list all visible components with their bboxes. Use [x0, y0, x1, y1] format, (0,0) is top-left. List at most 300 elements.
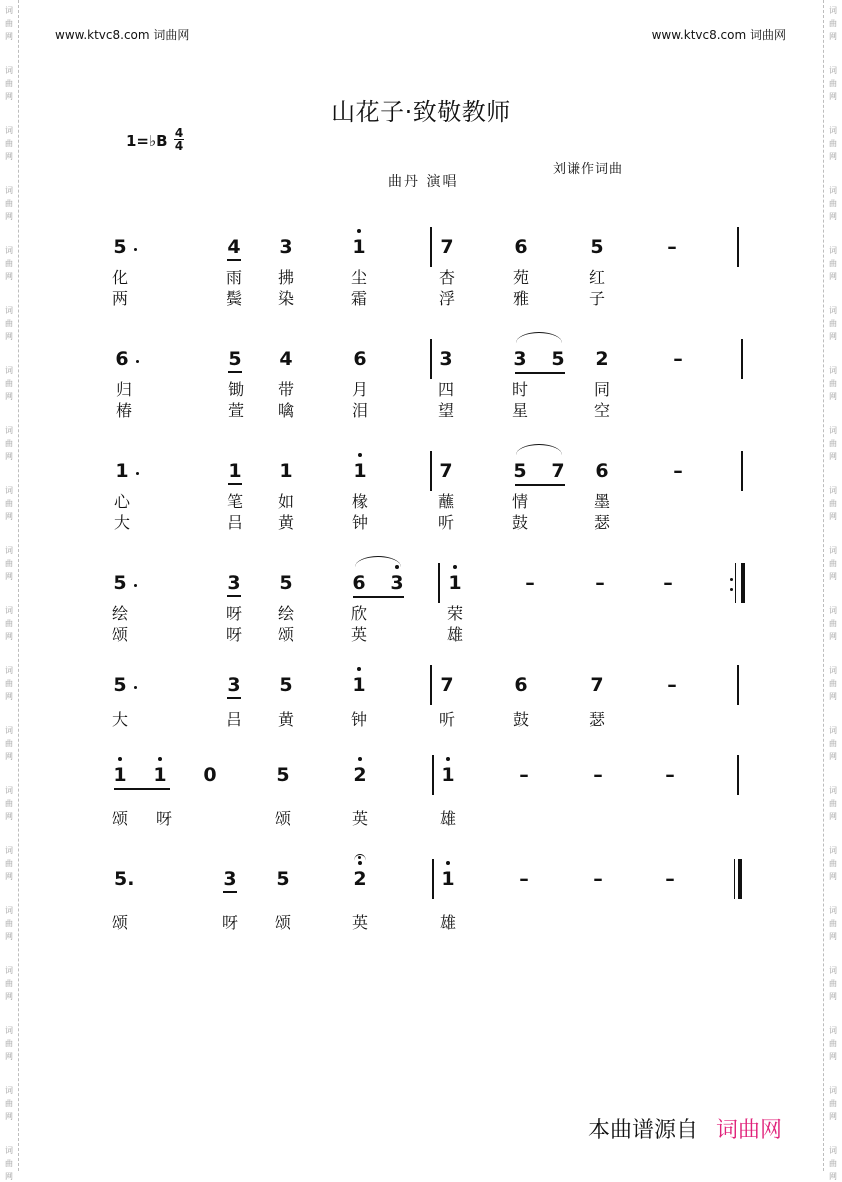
watermark-glyph: 曲 [829, 499, 837, 508]
note: 3 [439, 348, 453, 370]
note: 4 [279, 348, 293, 370]
watermark-glyph: 词 [829, 966, 837, 975]
lyric-syllable: 绘 [277, 604, 294, 623]
note: 1 [153, 764, 167, 786]
watermark-glyph: 曲 [829, 199, 837, 208]
watermark-glyph: 曲 [829, 559, 837, 568]
watermark-glyph: 词 [829, 126, 837, 135]
note: 0 [203, 764, 217, 786]
score-row [0, 864, 842, 964]
high-octave-dot [357, 229, 361, 233]
note: 7 [590, 674, 604, 696]
lyric-syllable: 黄 [277, 710, 294, 729]
watermark-glyph: 网 [5, 512, 13, 521]
watermark-glyph: 网 [5, 212, 13, 221]
lyric-syllable: 颂 [111, 913, 128, 932]
lyric-syllable: 同 [593, 380, 610, 399]
watermark-glyph: 词 [5, 666, 13, 675]
lyric-syllable: 呀 [225, 604, 242, 623]
watermark-glyph: 词 [829, 306, 837, 315]
watermark-glyph: 网 [5, 152, 13, 161]
augmentation-dot [136, 360, 139, 363]
note: 3 [227, 674, 241, 696]
watermark-glyph: 词 [829, 666, 837, 675]
watermark-glyph: 词 [829, 546, 837, 555]
watermark-glyph: 网 [5, 872, 13, 881]
note: 5 [113, 572, 127, 594]
lyric-syllable: 颂 [111, 809, 128, 828]
note: 1 [353, 460, 367, 482]
note: 6 [514, 236, 528, 258]
watermark-glyph: 曲 [5, 319, 13, 328]
high-octave-dot [158, 757, 162, 761]
watermark-glyph: 网 [829, 152, 837, 161]
note: 3 [513, 348, 527, 370]
barline [737, 755, 739, 795]
watermark-glyph: 词 [829, 606, 837, 615]
dash-extension: – [673, 348, 683, 370]
lyric-syllable: 颂 [111, 625, 128, 644]
watermark-glyph: 词 [5, 426, 13, 435]
lyric-syllable: 星 [511, 401, 528, 420]
watermark-glyph: 网 [829, 932, 837, 941]
lyric-syllable: 笔 [226, 492, 243, 511]
lyric-syllable: 颂 [277, 625, 294, 644]
dash-extension: – [665, 764, 675, 786]
dash-extension: – [593, 764, 603, 786]
score-row [0, 456, 842, 556]
note: 6 [115, 348, 129, 370]
high-octave-dot [446, 757, 450, 761]
watermark-glyph: 词 [829, 366, 837, 375]
lyric-syllable: 浮 [438, 289, 455, 308]
barline [438, 563, 440, 603]
note: 1 [441, 868, 455, 890]
note: 5 [276, 764, 290, 786]
lyric-syllable: 鬓 [225, 289, 242, 308]
watermark-glyph: 词 [5, 126, 13, 135]
augmentation-dot [134, 686, 137, 689]
watermark-glyph: 网 [5, 1052, 13, 1061]
watermark-glyph: 网 [829, 692, 837, 701]
watermark-glyph: 词 [5, 606, 13, 615]
note: 2 [353, 868, 367, 890]
watermark-glyph: 词 [829, 66, 837, 75]
watermark-glyph: 曲 [829, 259, 837, 268]
augmentation-dot [136, 472, 139, 475]
watermark-glyph: 词 [5, 546, 13, 555]
watermark-glyph: 词 [829, 906, 837, 915]
watermark-glyph: 词 [829, 846, 837, 855]
lyric-syllable: 吕 [226, 513, 243, 532]
score-row [0, 760, 842, 860]
lyric-syllable: 鼓 [511, 513, 528, 532]
lyric-syllable: 四 [437, 380, 454, 399]
dash-extension: – [665, 868, 675, 890]
note: 6 [352, 572, 366, 594]
watermark-glyph: 网 [5, 812, 13, 821]
note: 3 [227, 572, 241, 594]
watermark-glyph: 网 [5, 452, 13, 461]
watermark-glyph: 词 [5, 846, 13, 855]
watermark-glyph: 网 [5, 1172, 13, 1181]
watermark-glyph: 词 [829, 1086, 837, 1095]
watermark-glyph: 词 [829, 1146, 837, 1155]
lyric-syllable: 呀 [155, 809, 172, 828]
barline [430, 665, 432, 705]
watermark-glyph: 曲 [829, 979, 837, 988]
watermark-glyph: 曲 [5, 679, 13, 688]
barline [432, 755, 434, 795]
watermark-glyph: 网 [5, 632, 13, 641]
note: 1 [352, 236, 366, 258]
note: 1 [352, 674, 366, 696]
watermark-glyph: 曲 [5, 979, 13, 988]
watermark-glyph: 网 [5, 392, 13, 401]
score-row [0, 232, 842, 332]
barline [735, 563, 736, 603]
score-row [0, 568, 842, 668]
eighth-underline [228, 371, 242, 373]
watermark-glyph: 网 [829, 1172, 837, 1181]
lyric-syllable: 锄 [227, 380, 244, 399]
watermark-glyph: 曲 [829, 1099, 837, 1108]
time-signature [174, 127, 184, 152]
repeat-dot [730, 588, 733, 591]
lyric-syllable: 两 [111, 289, 128, 308]
watermark-glyph: 词 [829, 486, 837, 495]
watermark-glyph: 网 [829, 452, 837, 461]
lyric-syllable: 染 [277, 289, 294, 308]
note: 5 [551, 348, 565, 370]
site-link-right[interactable]: www.ktvc8.com 词曲网 [651, 28, 786, 42]
note: 5 [279, 572, 293, 594]
watermark-glyph: 曲 [5, 139, 13, 148]
watermark-glyph: 曲 [829, 679, 837, 688]
barline [738, 859, 742, 899]
watermark-glyph: 词 [5, 366, 13, 375]
watermark-glyph: 曲 [5, 259, 13, 268]
high-octave-dot [446, 861, 450, 865]
note: 7 [551, 460, 565, 482]
note: 2 [595, 348, 609, 370]
watermark-glyph: 词 [5, 1146, 13, 1155]
dash-extension: – [673, 460, 683, 482]
site-link-left[interactable]: www.ktvc8.com 词曲网 [55, 28, 190, 42]
barline [430, 339, 432, 379]
lyric-syllable: 情 [511, 492, 528, 511]
watermark-glyph: 曲 [5, 1039, 13, 1048]
lyric-syllable: 化 [111, 268, 128, 287]
watermark-glyph: 词 [5, 246, 13, 255]
eighth-underline [228, 483, 242, 485]
note: 1 [448, 572, 462, 594]
lyric-syllable: 泪 [351, 401, 368, 420]
lyric-syllable: 雨 [225, 268, 242, 287]
beam-underline [114, 788, 170, 790]
lyric-syllable: 墨 [593, 492, 610, 511]
watermark-glyph: 曲 [829, 379, 837, 388]
note: 5. [114, 868, 135, 890]
lyric-syllable: 听 [438, 710, 455, 729]
watermark-glyph: 曲 [5, 379, 13, 388]
lyric-syllable: 子 [588, 289, 605, 308]
augmentation-dot [134, 584, 137, 587]
watermark-glyph: 曲 [829, 1159, 837, 1168]
lyric-syllable: 绘 [111, 604, 128, 623]
watermark-glyph: 曲 [829, 619, 837, 628]
barline [737, 227, 739, 267]
dash-extension: – [667, 236, 677, 258]
barline [430, 451, 432, 491]
beam-underline [515, 372, 565, 374]
watermark-glyph: 词 [829, 186, 837, 195]
watermark-glyph: 曲 [5, 439, 13, 448]
watermark-glyph: 词 [829, 426, 837, 435]
watermark-glyph: 曲 [5, 499, 13, 508]
lyric-syllable: 瑟 [588, 710, 605, 729]
lyric-syllable: 瑟 [593, 513, 610, 532]
lyric-syllable: 颂 [274, 913, 291, 932]
watermark-glyph: 曲 [829, 19, 837, 28]
watermark-glyph: 词 [829, 246, 837, 255]
lyric-syllable: 钟 [350, 710, 367, 729]
watermark-glyph: 网 [5, 692, 13, 701]
note: 3 [223, 868, 237, 890]
watermark-glyph: 词 [5, 1086, 13, 1095]
barline [741, 339, 743, 379]
lyric-syllable: 黄 [277, 513, 294, 532]
note: 6 [353, 348, 367, 370]
watermark-glyph: 曲 [5, 1159, 13, 1168]
barline [734, 859, 735, 899]
watermark-glyph: 曲 [829, 439, 837, 448]
eighth-underline [227, 697, 241, 699]
note: 7 [440, 674, 454, 696]
note: 7 [440, 236, 454, 258]
watermark-glyph: 词 [5, 486, 13, 495]
barline [432, 859, 434, 899]
lyric-syllable: 椽 [351, 492, 368, 511]
note: 6 [514, 674, 528, 696]
high-octave-dot [358, 453, 362, 457]
lyric-syllable: 尘 [350, 268, 367, 287]
lyric-syllable: 萱 [227, 401, 244, 420]
watermark-glyph: 曲 [5, 739, 13, 748]
lyric-syllable: 鼓 [512, 710, 529, 729]
note: 1 [113, 764, 127, 786]
lyric-syllable: 雄 [439, 809, 456, 828]
watermark-glyph: 曲 [829, 739, 837, 748]
lyric-syllable: 望 [437, 401, 454, 420]
lyric-syllable: 英 [351, 809, 368, 828]
watermark-glyph: 曲 [5, 199, 13, 208]
note: 5 [590, 236, 604, 258]
barline [430, 227, 432, 267]
lyric-syllable: 拂 [277, 268, 294, 287]
watermark-glyph: 网 [829, 872, 837, 881]
performer: 曲丹 演唱 [388, 174, 459, 190]
barline [741, 451, 743, 491]
note: 3 [279, 236, 293, 258]
note: 1 [441, 764, 455, 786]
watermark-glyph: 词 [829, 726, 837, 735]
watermark-glyph: 曲 [5, 799, 13, 808]
lyric-syllable: 呀 [225, 625, 242, 644]
dash-extension: – [519, 868, 529, 890]
note: 5 [279, 674, 293, 696]
note: 5 [276, 868, 290, 890]
watermark-glyph: 网 [5, 332, 13, 341]
watermark-glyph: 曲 [829, 799, 837, 808]
watermark-glyph: 词 [5, 186, 13, 195]
lyric-syllable: 颂 [274, 809, 291, 828]
watermark-glyph: 词 [5, 726, 13, 735]
note: 1 [279, 460, 293, 482]
watermark-glyph: 网 [829, 392, 837, 401]
high-octave-dot [118, 757, 122, 761]
watermark-glyph: 网 [829, 512, 837, 521]
lyric-syllable: 蘸 [437, 492, 454, 511]
beam-underline [515, 484, 565, 486]
eighth-underline [227, 259, 241, 261]
watermark-glyph: 词 [5, 66, 13, 75]
watermark-glyph: 词 [5, 6, 13, 15]
note: 5 [113, 236, 127, 258]
watermark-glyph: 曲 [829, 919, 837, 928]
high-octave-dot [358, 757, 362, 761]
watermark-glyph: 网 [829, 32, 837, 41]
lyric-syllable: 带 [277, 380, 294, 399]
watermark-glyph: 网 [829, 212, 837, 221]
watermark-glyph: 曲 [829, 139, 837, 148]
watermark-glyph: 词 [5, 786, 13, 795]
watermark-glyph: 曲 [829, 79, 837, 88]
watermark-glyph: 网 [5, 752, 13, 761]
time-numerator: 4 [174, 126, 184, 140]
watermark-glyph: 网 [5, 272, 13, 281]
key-signature: 1=♭B [126, 132, 168, 150]
watermark-glyph: 曲 [5, 1099, 13, 1108]
watermark-glyph: 网 [829, 752, 837, 761]
score-row [0, 670, 842, 770]
note: 7 [439, 460, 453, 482]
lyric-syllable: 杏 [438, 268, 455, 287]
watermark-glyph: 网 [5, 572, 13, 581]
lyric-syllable: 吕 [225, 710, 242, 729]
time-denominator: 4 [174, 139, 184, 153]
lyric-syllable: 听 [437, 513, 454, 532]
watermark-glyph: 网 [829, 572, 837, 581]
lyric-syllable: 雄 [439, 913, 456, 932]
repeat-dot [730, 578, 733, 581]
lyric-syllable: 椿 [115, 401, 132, 420]
lyric-syllable: 霜 [350, 289, 367, 308]
watermark-glyph: 网 [5, 932, 13, 941]
watermark-glyph: 网 [5, 992, 13, 1001]
dash-extension: – [595, 572, 605, 594]
augmentation-dot [134, 248, 137, 251]
lyric-syllable: 大 [111, 710, 128, 729]
watermark-glyph: 网 [829, 632, 837, 641]
watermark-glyph: 网 [829, 92, 837, 101]
watermark-glyph: 词 [829, 1026, 837, 1035]
lyric-syllable: 归 [115, 380, 132, 399]
barline [741, 563, 745, 603]
note: 6 [595, 460, 609, 482]
watermark-glyph: 网 [5, 32, 13, 41]
watermark-glyph: 网 [829, 1112, 837, 1121]
dash-extension: – [519, 764, 529, 786]
watermark-glyph: 网 [829, 812, 837, 821]
watermark-glyph: 词 [829, 786, 837, 795]
lyric-syllable: 心 [113, 492, 130, 511]
lyric-syllable: 英 [351, 913, 368, 932]
dash-extension: – [525, 572, 535, 594]
dash-extension: – [667, 674, 677, 696]
beam-underline [353, 596, 404, 598]
note: 5 [113, 674, 127, 696]
source-text: 本曲谱源自 [588, 1118, 699, 1143]
lyric-syllable: 时 [511, 380, 528, 399]
watermark-glyph: 曲 [5, 859, 13, 868]
dash-extension: – [663, 572, 673, 594]
watermark-glyph: 曲 [829, 859, 837, 868]
lyric-syllable: 钟 [351, 513, 368, 532]
fermata-icon [354, 854, 366, 861]
source-footer [588, 1113, 782, 1144]
lyric-syllable: 雅 [512, 289, 529, 308]
score-row [0, 344, 842, 444]
watermark-glyph: 网 [5, 92, 13, 101]
watermark-glyph: 网 [5, 1112, 13, 1121]
lyric-syllable: 苑 [512, 268, 529, 287]
note: 3 [390, 572, 404, 594]
barline [737, 665, 739, 705]
watermark-glyph: 词 [5, 966, 13, 975]
lyric-syllable: 英 [350, 625, 367, 644]
watermark-glyph: 曲 [5, 619, 13, 628]
eighth-underline [227, 595, 241, 597]
high-octave-dot [358, 861, 362, 865]
high-octave-dot [453, 565, 457, 569]
note: 5 [228, 348, 242, 370]
lyric-syllable: 空 [593, 401, 610, 420]
watermark-glyph: 词 [5, 906, 13, 915]
lyric-syllable: 雄 [446, 625, 463, 644]
source-brand-link[interactable]: 词曲网 [716, 1118, 783, 1143]
slur [516, 332, 562, 343]
watermark-glyph: 曲 [5, 19, 13, 28]
song-title: 山花子·致敬教师 [331, 98, 511, 126]
watermark-glyph: 曲 [5, 559, 13, 568]
note: 2 [353, 764, 367, 786]
lyric-syllable: 大 [113, 513, 130, 532]
note: 1 [115, 460, 129, 482]
lyric-syllable: 欣 [350, 604, 367, 623]
watermark-glyph: 网 [829, 332, 837, 341]
note: 1 [228, 460, 242, 482]
lyric-syllable: 月 [351, 380, 368, 399]
watermark-glyph: 网 [829, 992, 837, 1001]
watermark-glyph: 曲 [829, 319, 837, 328]
lyric-syllable: 荣 [446, 604, 463, 623]
note: 5 [513, 460, 527, 482]
watermark-glyph: 曲 [5, 919, 13, 928]
watermark-glyph: 词 [829, 6, 837, 15]
lyric-syllable: 噙 [277, 401, 294, 420]
dash-extension: – [593, 868, 603, 890]
